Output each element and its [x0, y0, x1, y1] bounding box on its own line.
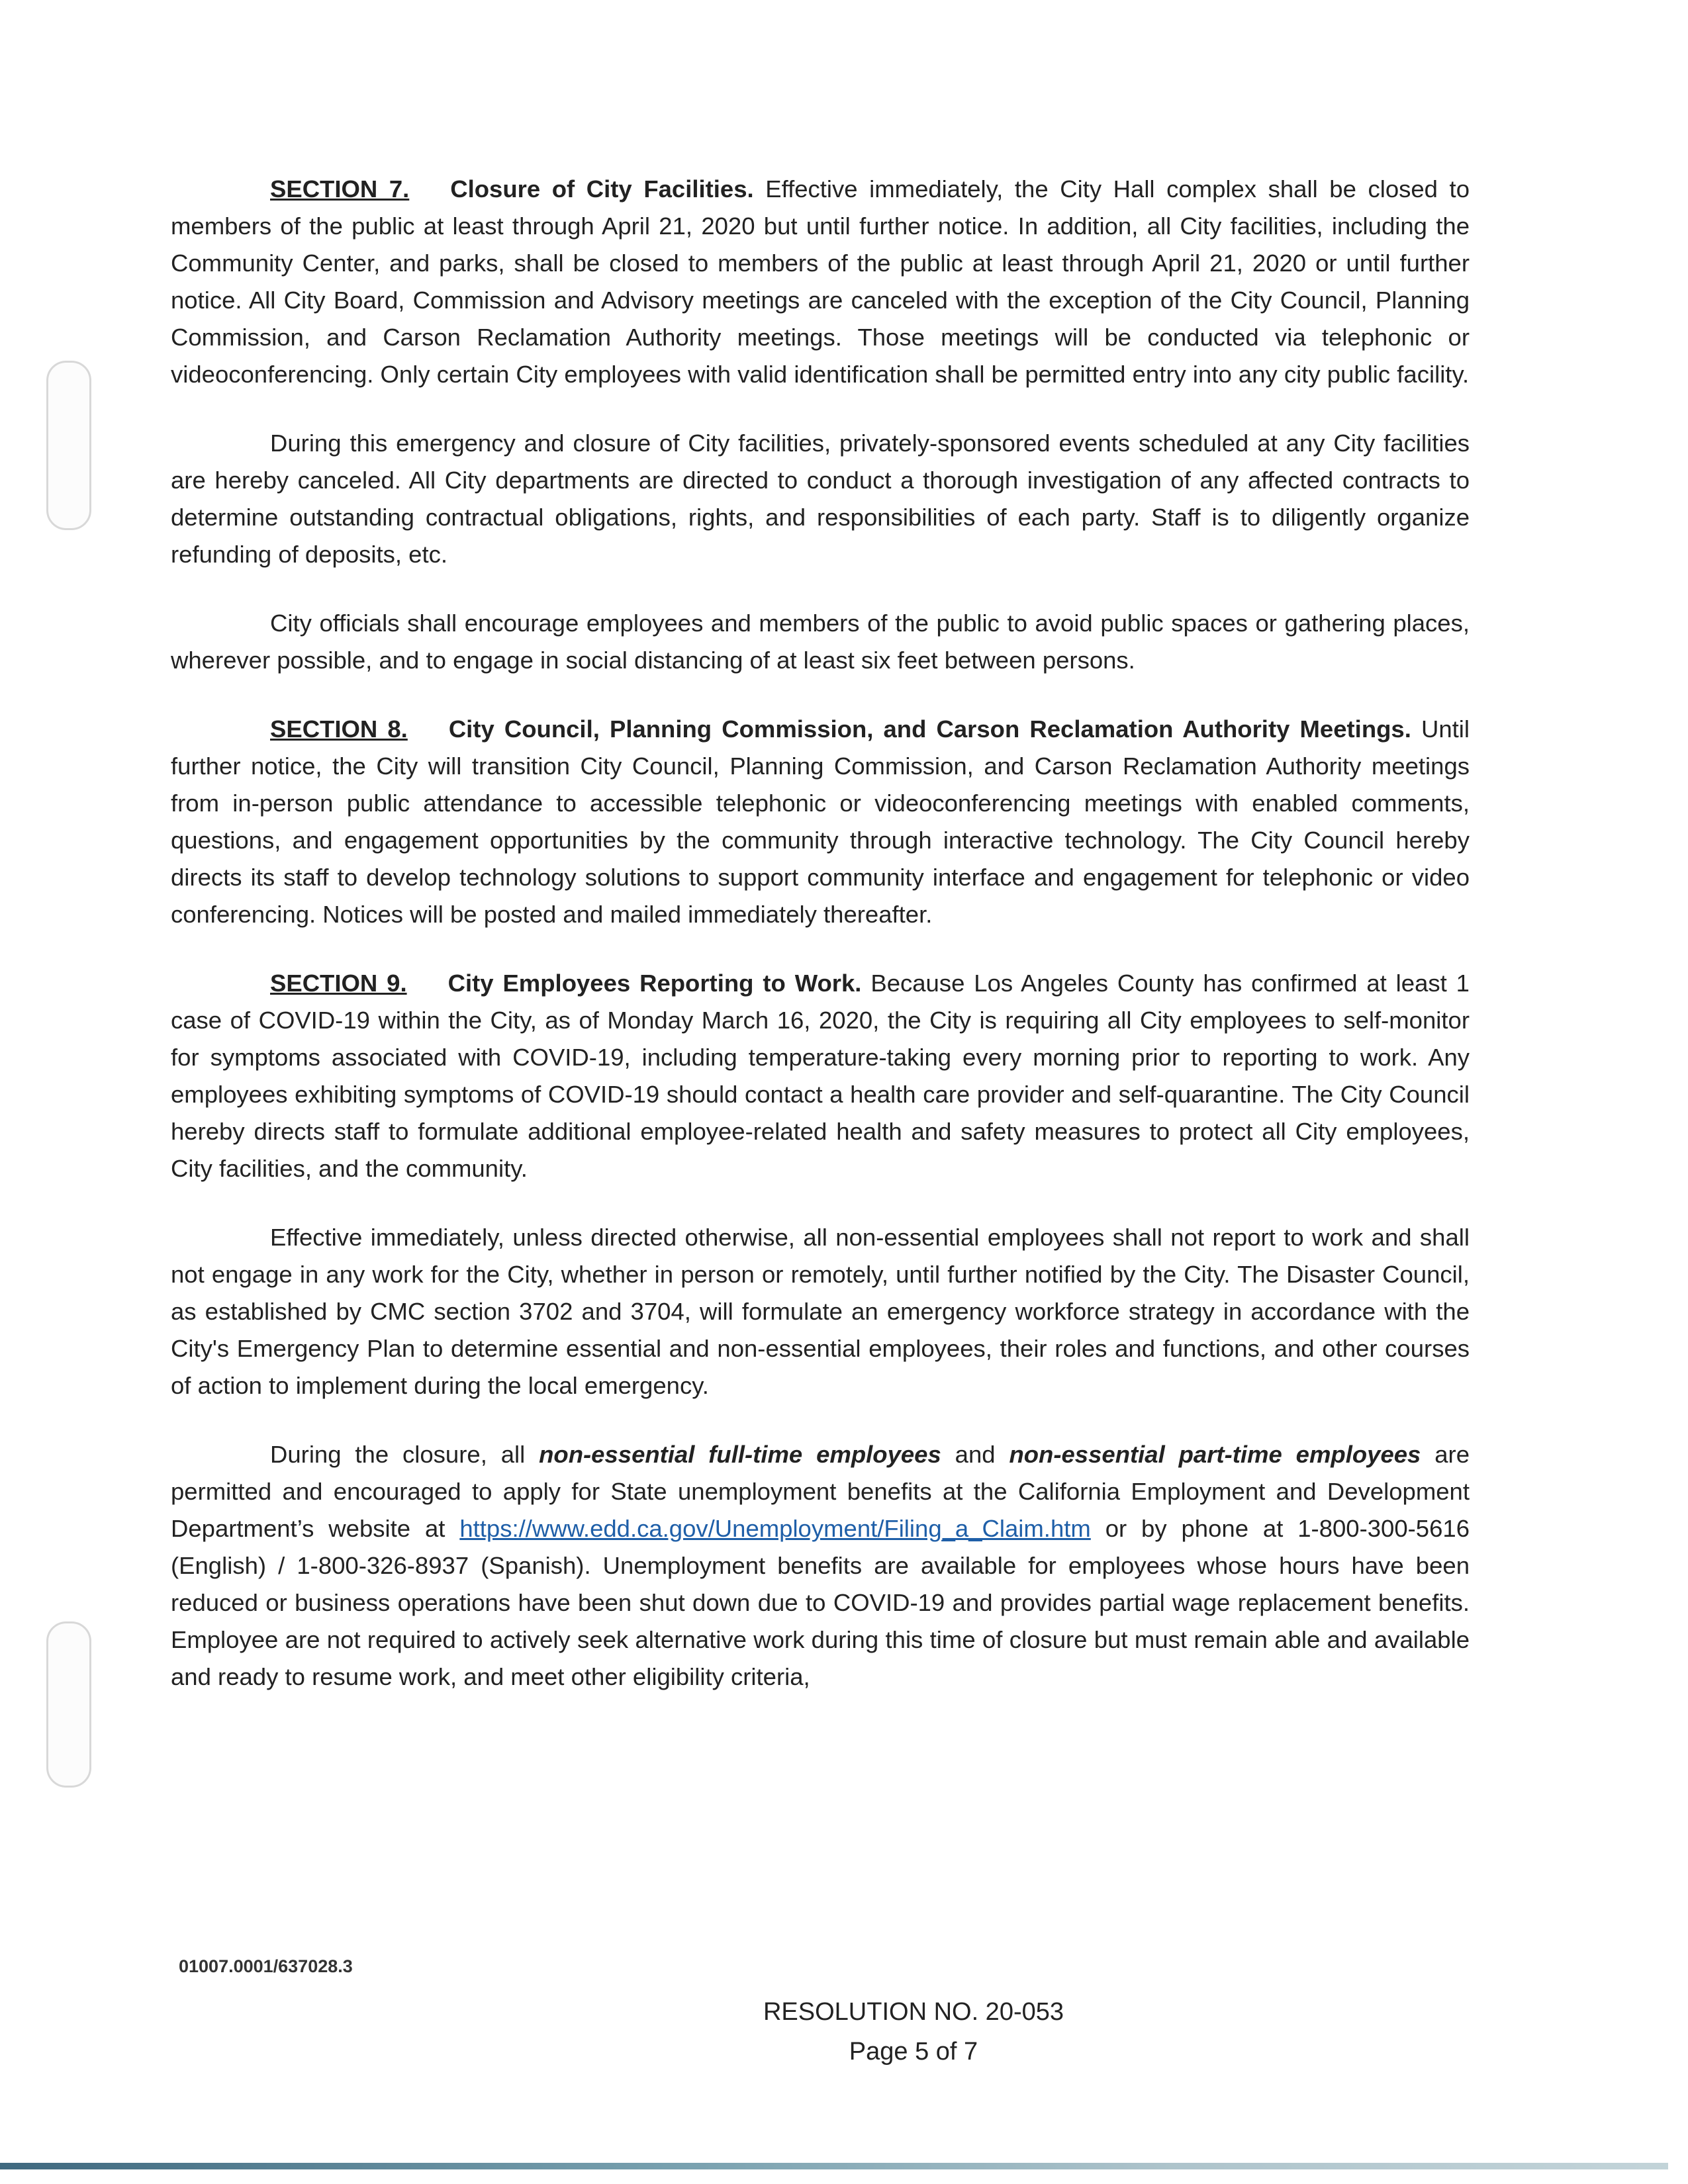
section-8-paragraph — [171, 711, 1470, 933]
section-9-paragraph-3 — [171, 1436, 1470, 1696]
emphasis-full-time: non-essential full-time employees — [539, 1441, 941, 1468]
section-9-paragraph-2: Effective immediately, unless directed otherwise, all non-essential employees shall not report to work and shall not engage in any work for the City, whether in person or remotely, until further notified by the City. The Disaster Council, as established by CMC section 3702 and 3704, will formulate an emergency workforce strategy in accordance with the City's Emergency Plan to determine essential and non-essential employees, their roles and functions, and other courses of action to implement during the local emergency. — [171, 1224, 1470, 1399]
edd-claim-link[interactable]: https://www.edd.ca.gov/Unemployment/Filing_a_Claim.htm — [459, 1515, 1091, 1542]
scan-edge-line — [0, 2163, 1668, 2169]
section-7-paragraph-2: During this emergency and closure of City facilities, privately-sponsored events scheduled at any City facilities are hereby canceled. All City departments are directed to conduct a thorough investigation of any affected contracts to determine outstanding contractual obligations, rights, and responsibilities of each party. Staff is to diligently organize refunding of deposits, etc. — [171, 430, 1470, 568]
section-7-text: Effective immediately, the City Hall complex shall be closed to members of the public at least through April 21, 2020 but until further notice. In addition, all City facilities, including the Community Center, and parks, shall be closed to members of the public at least through April 21, 2020 or until further notice. All City Board, Commission and Advisory meetings are canceled with the exception of the City Council, Planning Commission, and Carson Reclamation Authority meetings. Those meetings will be conducted via telephonic or videoconferencing. Only certain City employees with valid identification shall be permitted entry into any city public facility. — [171, 175, 1470, 388]
closure-text-e: are permitted and encouraged to apply for State unemployment benefits at the California Employment and Development Department’s website at — [171, 1441, 1470, 1542]
section-7-paragraph-3: City officials shall encourage employees and members of the public to avoid public spaces or gathering places, wherever possible, and to engage in social distancing of at least six feet between persons. — [171, 610, 1470, 674]
section-8-number: SECTION 8. — [270, 715, 408, 743]
section-7-heading: Closure of City Facilities. — [450, 175, 754, 203]
section-9-heading: City Employees Reporting to Work. — [447, 970, 862, 997]
closure-text-f: or by phone at 1-800-300-5616 (English) / 1-800-326-8937 (Spanish). Unemployment benefits are available for employees whose hours have been reduced or business operations have been shut down due to COVID-19 and provides partial wage replacement benefits. Employee are not required to actively seek alternative work during this time of closure but must remain able and available and ready to resume work, and meet other eligibility criteria, — [171, 1515, 1470, 1690]
page-number: Page 5 of 7 — [849, 2038, 978, 2066]
emphasis-part-time: non-essential part-time employees — [1009, 1441, 1421, 1468]
section-8-text: Until further notice, the City will transition City Council, Planning Commission, and Carson Reclamation Authority meetings from in-person public attendance to accessible telephonic or videoconferencing meetings with enabled comments, questions, and engagement opportunities by the community through interactive technology. The City Council hereby directs its staff to develop technology solutions to support community interface and engagement for telephonic or video conferencing. Notices will be posted and mailed immediately thereafter. — [171, 715, 1470, 928]
section-8-heading: City Council, Planning Commission, and Carson Reclamation Authority Meetings. — [448, 715, 1411, 743]
resolution-number: RESOLUTION NO. 20-053 — [763, 1998, 1064, 2026]
binder-hole-mark — [46, 1621, 91, 1788]
document-body — [171, 171, 1470, 1727]
section-9-paragraph — [171, 965, 1470, 1187]
section-9-text: Because Los Angeles County has confirmed at least 1 case of COVID-19 within the City, as of Monday March 16, 2020, the City is requiring all City employees to self-monitor for symptoms associated with COVID-19, including temperature-taking every morning prior to reporting to work. Any employees exhibiting symptoms of COVID-19 should contact a health care provider and self-quarantine. The City Council hereby directs staff to formulate additional employee-related health and safety measures to protect all City employees, City facilities, and the community. — [171, 970, 1470, 1182]
section-7-number: SECTION 7. — [270, 175, 410, 203]
closure-text-a: During the closure, all — [270, 1441, 539, 1468]
section-9-number: SECTION 9. — [270, 970, 407, 997]
document-id: 01007.0001/637028.3 — [179, 1956, 353, 1976]
closure-text-c: and — [941, 1441, 1009, 1468]
page-footer — [0, 1992, 1688, 2071]
section-7-paragraph — [171, 171, 1470, 393]
binder-hole-mark — [46, 361, 91, 530]
